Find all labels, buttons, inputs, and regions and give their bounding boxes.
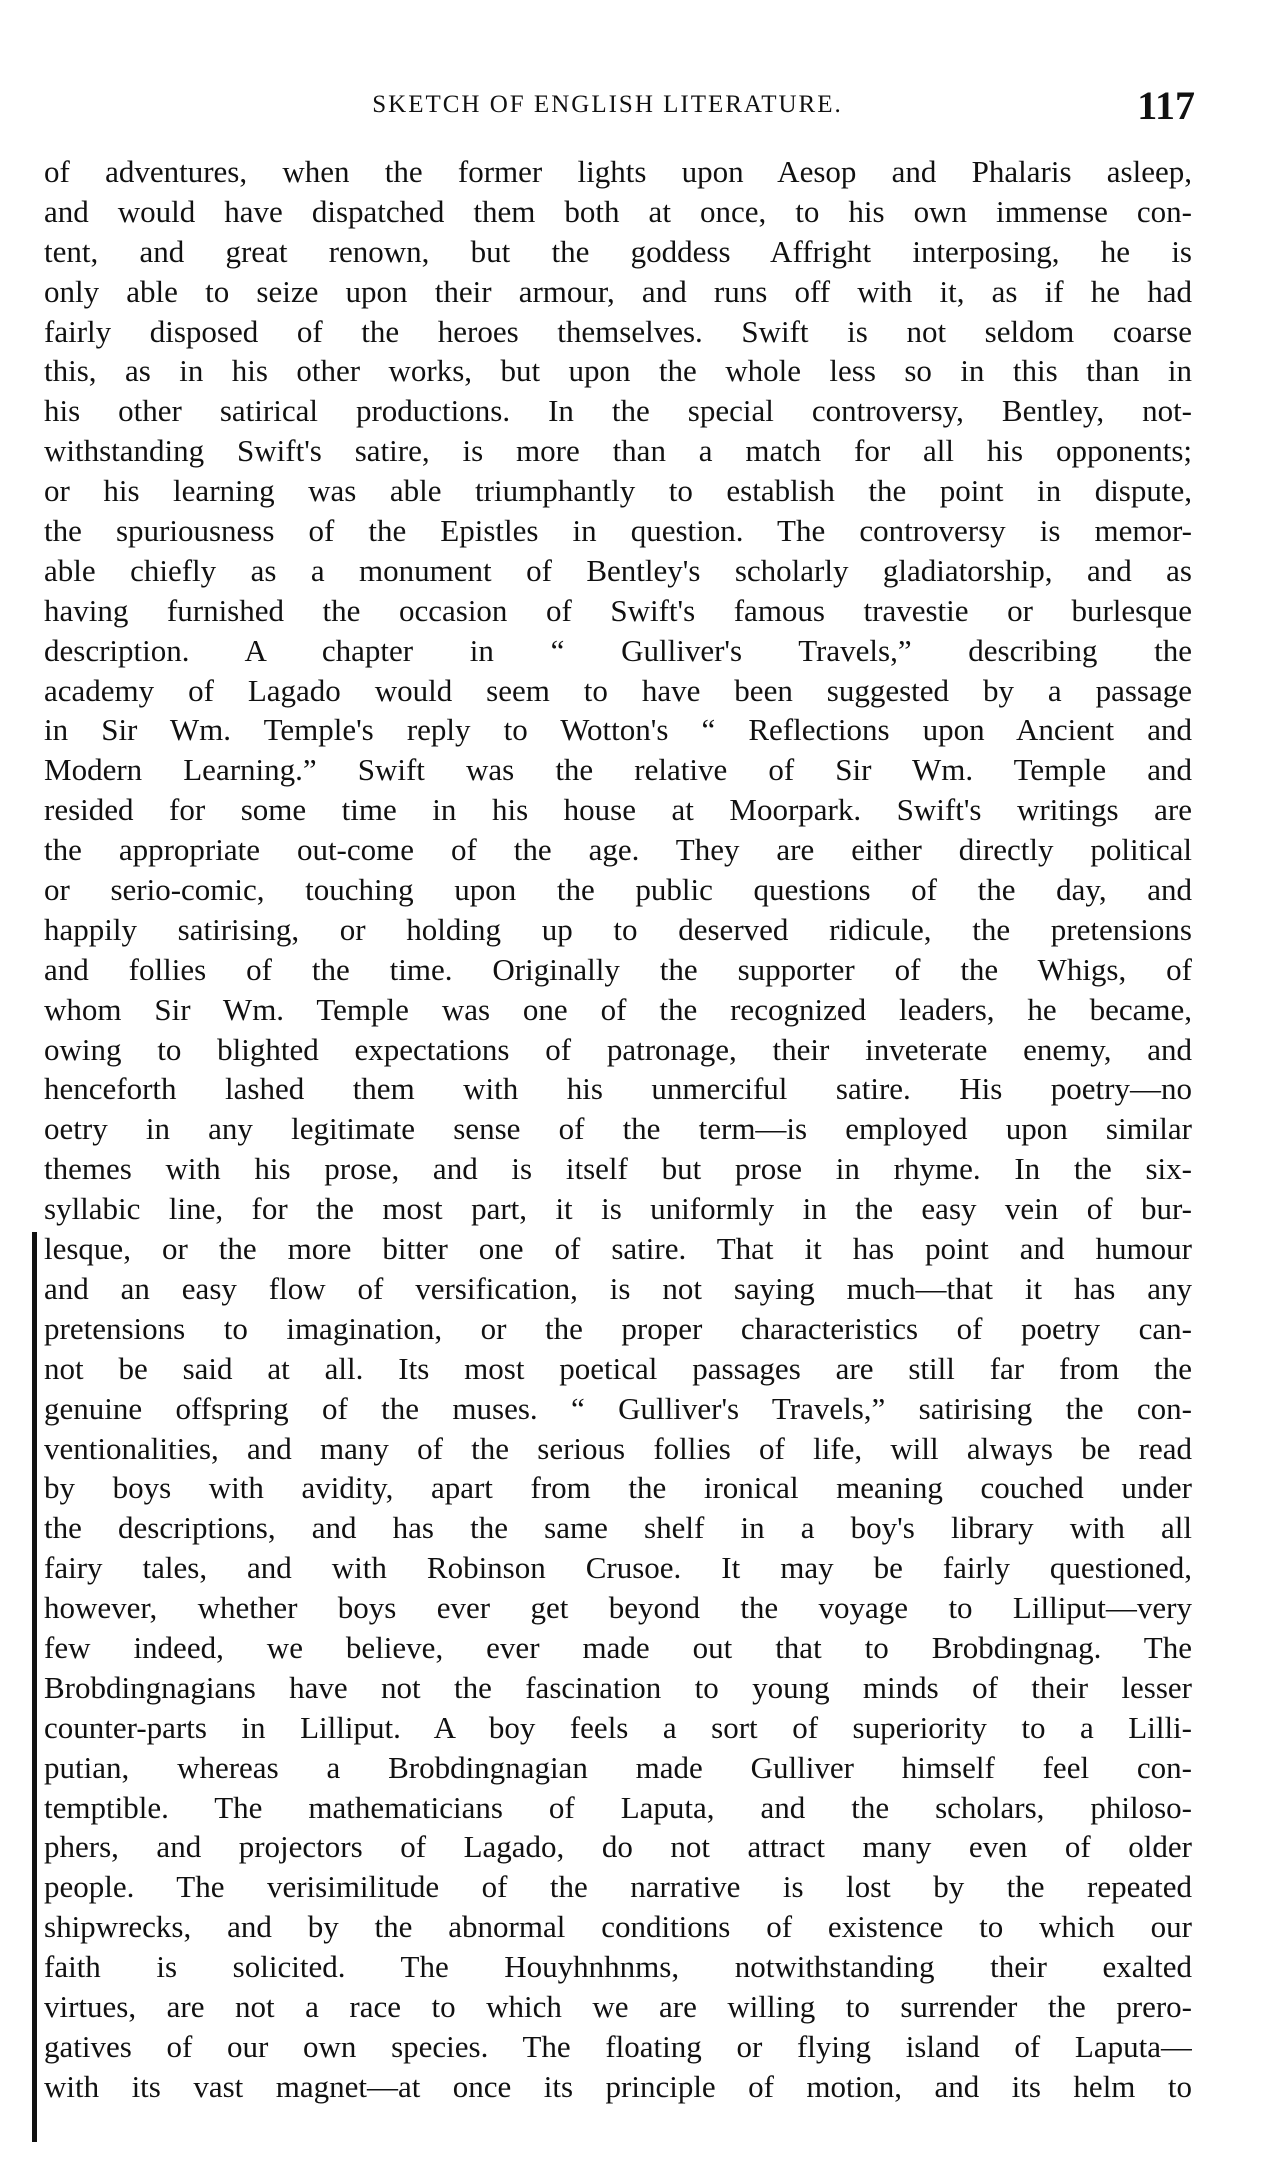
text-line: virtues, are not a race to which we are willing to surrender the prero- (44, 1988, 1192, 2024)
body-text (44, 152, 1192, 2107)
text-line: temptible. The mathematicians of Laputa, and the scholars, philoso- (44, 1789, 1192, 1825)
text-line: resided for some time in his house at Moorpark. Swift's writings are (44, 792, 1192, 828)
text-line: henceforth lashed them with his unmerciful satire. His poetry—no (44, 1071, 1192, 1107)
text-line: having furnished the occasion of Swift's famous travestie or burlesque (44, 592, 1192, 628)
text-line: shipwrecks, and by the abnormal conditions of existence to which our (44, 1909, 1192, 1945)
text-line: academy of Lagado would seem to have been suggested by a passage (44, 672, 1192, 708)
page-number: 117 (1137, 82, 1195, 128)
text-line: however, whether boys ever get beyond the voyage to Lilliput—very (44, 1590, 1192, 1626)
text-line: Modern Learning.” Swift was the relative of Sir Wm. Temple and (44, 752, 1192, 788)
text-line: and would have dispatched them both at once, to his own immense con- (44, 193, 1192, 229)
text-line: counter-parts in Lilliput. A boy feels a sort of superiority to a Lilli- (44, 1709, 1192, 1745)
text-line: his other satirical productions. In the special controversy, Bentley, not- (44, 393, 1192, 429)
text-line: the descriptions, and has the same shelf in a boy's library with all (44, 1510, 1192, 1546)
text-line: few indeed, we believe, ever made out that to Brobdingnag. The (44, 1629, 1192, 1665)
text-line: in Sir Wm. Temple's reply to Wotton's “ Reflections upon Ancient and (44, 712, 1192, 748)
text-line: fairly disposed of the heroes themselves. Swift is not seldom coarse (44, 313, 1192, 349)
text-line: pretensions to imagination, or the proper characteristics of poetry can- (44, 1310, 1192, 1346)
text-line: Brobdingnagians have not the fascination to young minds of their lesser (44, 1669, 1192, 1705)
text-line: lesque, or the more bitter one of satire. That it has point and humour (44, 1231, 1192, 1267)
text-line: and follies of the time. Originally the supporter of the Whigs, of (44, 951, 1192, 987)
text-line: faith is solicited. The Houyhnhnms, notwithstanding their exalted (44, 1949, 1192, 1985)
text-line: of adventures, when the former lights upon Aesop and Phalaris asleep, (44, 154, 1192, 189)
text-line: withstanding Swift's satire, is more than a match for all his opponents; (44, 433, 1192, 469)
text-line: owing to blighted expectations of patronage, their inveterate enemy, and (44, 1031, 1192, 1067)
text-line: or his learning was able triumphantly to establish the point in dispute, (44, 473, 1192, 509)
running-head (40, 80, 1195, 130)
text-line: genuine offspring of the muses. “ Gulliver's Travels,” satirising the con- (44, 1390, 1192, 1426)
text-line: putian, whereas a Brobdingnagian made Gulliver himself feel con- (44, 1749, 1192, 1785)
text-line: with its vast magnet—at once its principle of motion, and its helm to (44, 2068, 1192, 2104)
text-line: by boys with avidity, apart from the ironical meaning couched under (44, 1470, 1192, 1506)
text-line: oetry in any legitimate sense of the term—is employed upon similar (44, 1111, 1192, 1147)
text-line: syllabic line, for the most part, it is uniformly in the easy vein of bur- (44, 1191, 1192, 1227)
text-line: or serio-comic, touching upon the public questions of the day, and (44, 872, 1192, 908)
text-line: tent, and great renown, but the goddess Affright interposing, he is (44, 233, 1192, 269)
text-line: the spuriousness of the Epistles in question. The controversy is memor- (44, 513, 1192, 549)
text-line: the appropriate out-come of the age. They are either directly political (44, 832, 1192, 868)
text-line: not be said at all. Its most poetical passages are still far from the (44, 1350, 1192, 1386)
text-line: description. A chapter in “ Gulliver's Travels,” describing the (44, 632, 1192, 668)
text-line: gatives of our own species. The floating or flying island of Laputa— (44, 2028, 1192, 2064)
text-line: whom Sir Wm. Temple was one of the recognized leaders, he became, (44, 991, 1192, 1027)
text-line: happily satirising, or holding up to deserved ridicule, the pretensions (44, 911, 1192, 947)
text-line: and an easy flow of versification, is not saying much—that it has any (44, 1270, 1192, 1306)
text-line: only able to seize upon their armour, and runs off with it, as if he had (44, 273, 1192, 309)
text-line: themes with his prose, and is itself but prose in rhyme. In the six- (44, 1151, 1192, 1187)
text-line: this, as in his other works, but upon the whole less so in this than in (44, 353, 1192, 389)
binding-edge-shadow (32, 1232, 37, 2142)
text-line: able chiefly as a monument of Bentley's scholarly gladiatorship, and as (44, 552, 1192, 588)
text-line: phers, and projectors of Lagado, do not attract many even of older (44, 1829, 1192, 1865)
text-line: fairy tales, and with Robinson Crusoe. It may be fairly questioned, (44, 1550, 1192, 1586)
running-title: SKETCH OF ENGLISH LITERATURE. (372, 91, 843, 118)
text-line: people. The verisimilitude of the narrative is lost by the repeated (44, 1869, 1192, 1905)
text-line: ventionalities, and many of the serious follies of life, will always be read (44, 1430, 1192, 1466)
